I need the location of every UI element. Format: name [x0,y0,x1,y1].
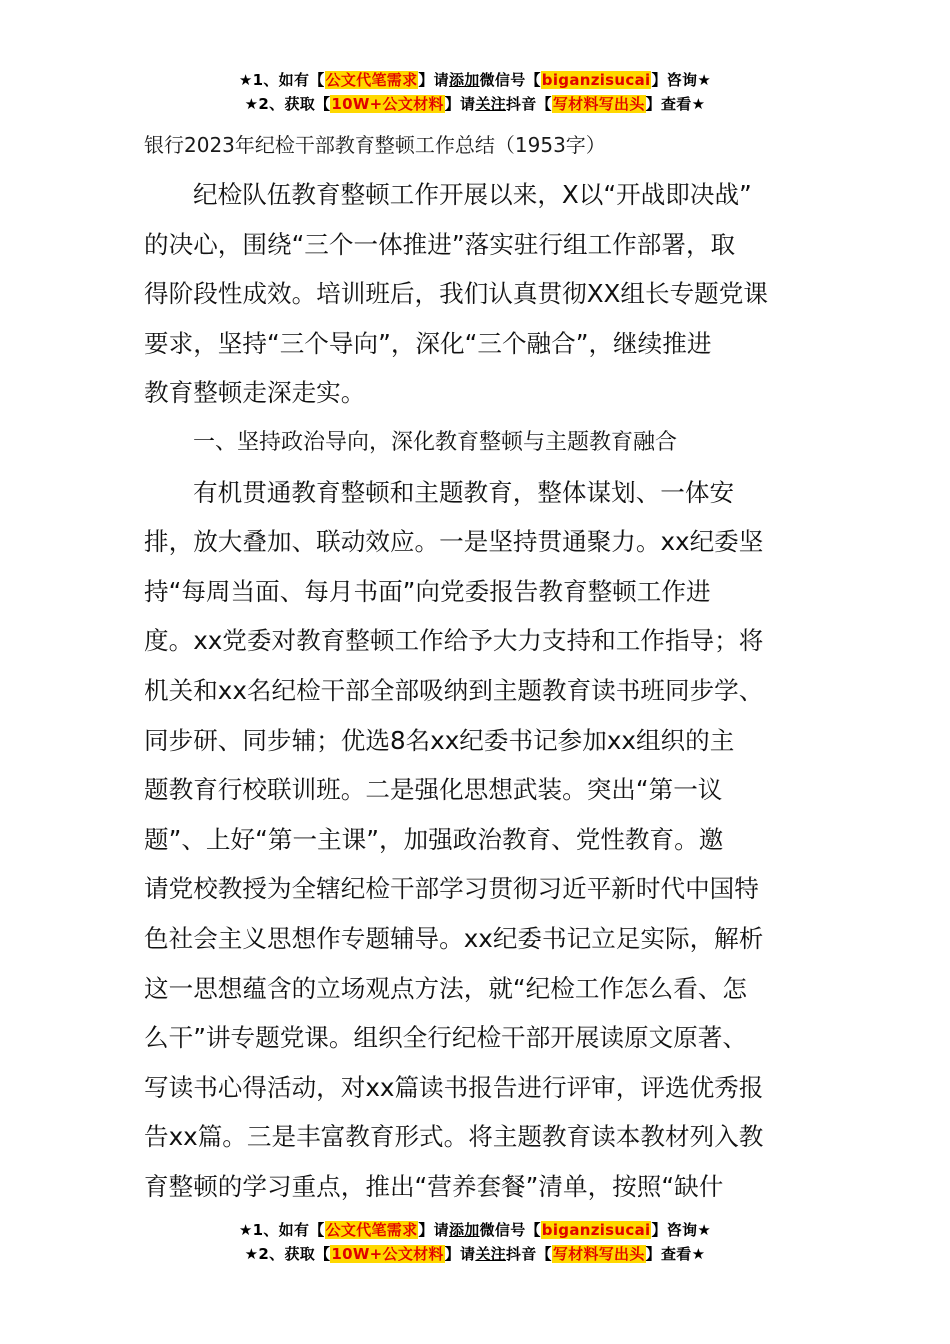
body-line: 有机贯通教育整顿和主题教育，整体谋划、一体安 [193,477,735,507]
body-line: 教育整顿走深走实。 [144,378,366,408]
promo-line-1 [0,68,950,92]
body-line: 纪检队伍教育整顿工作开展以来，X以“开战即决战” [193,180,752,209]
promo-highlight: 10W+公文材料 [331,95,444,113]
promo-underlined: 添加 [448,71,480,89]
promo-text: ★2、获取【 [244,1245,331,1263]
body-line: 机关和xx名纪检干部全部吸纳到主题教育读书班同步学、 [144,675,764,705]
promo-text: ★2、获取【 [244,95,331,113]
body-line: 同步研、同步辅；优选8名xx纪委书记参加xx组织的主 [144,725,735,755]
body-line: 请党校教授为全辖纪检干部学习贯彻习近平新时代中国特 [144,874,759,904]
promo-line-2 [0,1242,950,1266]
promo-douyin-id: 写材料写出头 [552,1245,645,1263]
promo-line-2 [0,92,950,116]
body-line: 持“每周当面、每月书面”向党委报告教育整顿工作进 [144,576,711,606]
body-line: 题教育行校联训班。二是强化思想武装。突出“第一议 [144,775,723,805]
promo-underlined: 关注 [475,1245,506,1263]
promo-text: ★1、如有【 [238,71,325,89]
promo-underlined: 添加 [448,1221,480,1239]
promo-text: ★1、如有【 [238,1221,325,1239]
promo-banner-bottom [0,1218,950,1266]
promo-text: 】咨询★ [651,1221,712,1239]
promo-text: 抖音【 [505,95,552,113]
body-line: 的决心，围绕“三个一体推进”落实驻行组工作部署，取 [144,229,736,259]
promo-text: 微信号【 [479,1221,541,1239]
promo-text: 】请 [444,95,476,113]
promo-text: 微信号【 [479,71,541,89]
body-line: 色社会主义思想作专题辅导。xx纪委书记立足实际，解析 [144,923,764,953]
document-body [144,170,809,1211]
promo-highlight: 公文代笔需求 [325,71,418,89]
body-line: 写读书心得活动，对xx篇读书报告进行评审，评选优秀报 [144,1072,764,1102]
promo-wechat-id: biganzisucai [541,1221,651,1239]
body-line: 题”、上好“第一主课”，加强政治教育、党性教育。邀 [144,824,724,854]
body-line: 么干”讲专题党课。组织全行纪检干部开展读原文原著、 [144,1023,747,1053]
body-line: 这一思想蕴含的立场观点方法，就“纪检工作怎么看、怎 [144,973,747,1003]
promo-wechat-id: biganzisucai [541,71,651,89]
promo-text: 】请 [418,1221,449,1239]
promo-text: 抖音【 [505,1245,552,1263]
promo-text: 】请 [418,71,449,89]
body-line: 得阶段性成效。培训班后，我们认真贯彻XX组长专题党课 [144,279,768,309]
promo-text: 】查看★ [645,1245,706,1263]
document-title: 银行2023年纪检干部教育整顿工作总结（1953字） [144,133,606,157]
promo-highlight: 公文代笔需求 [325,1221,418,1239]
promo-underlined: 关注 [475,95,506,113]
promo-text: 】请 [444,1245,476,1263]
body-line: 排，放大叠加、联动效应。一是坚持贯通聚力。xx纪委坚 [144,527,764,557]
section-heading: 一、坚持政治导向，深化教育整顿与主题教育融合 [193,429,678,455]
promo-text: 】查看★ [645,95,706,113]
promo-highlight: 10W+公文材料 [331,1245,444,1263]
body-line: 要求，坚持“三个导向”，深化“三个融合”，继续推进 [144,328,712,358]
promo-banner-top [0,68,950,116]
promo-text: 】咨询★ [651,71,712,89]
body-line: 告xx篇。三是丰富教育形式。将主题教育读本教材列入教 [144,1122,764,1152]
body-line: 度。xx党委对教育整顿工作给予大力支持和工作指导；将 [144,626,764,656]
body-line: 育整顿的学习重点，推出“营养套餐”清单，按照“缺什 [144,1171,724,1201]
promo-douyin-id: 写材料写出头 [552,95,645,113]
promo-line-1 [0,1218,950,1242]
